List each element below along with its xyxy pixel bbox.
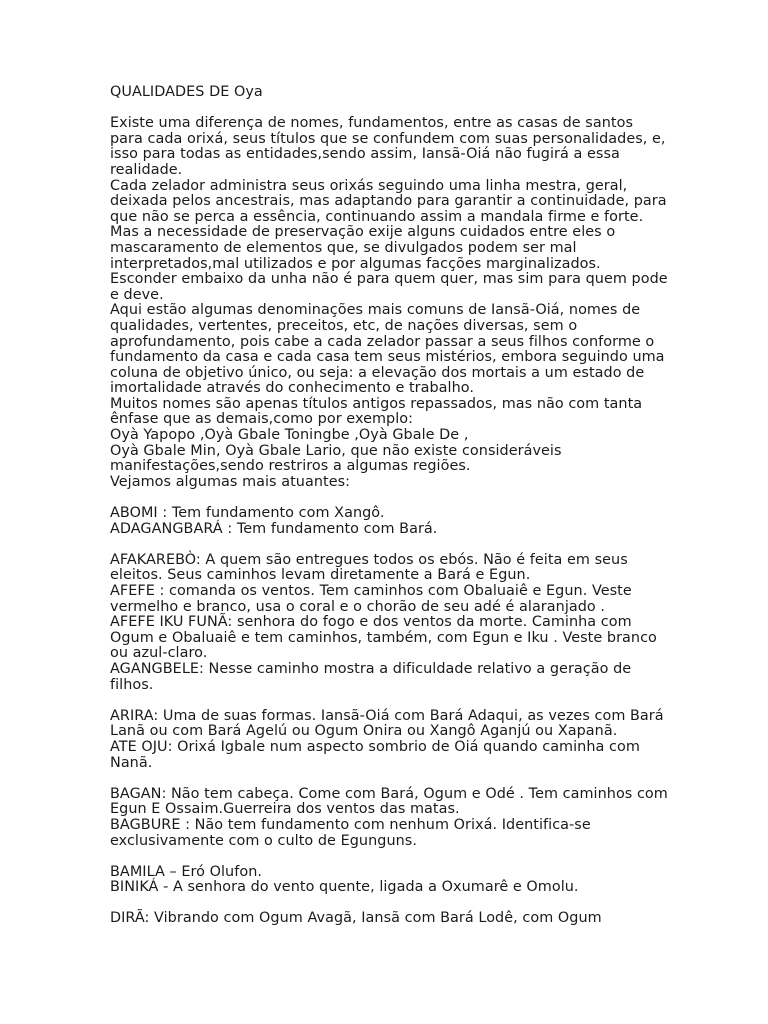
blank-line	[110, 537, 670, 553]
quality-entry: BAGBURE : Não tem fundamento com nenhum Orixá. Identifica-se exclusivamente com o culto de Egunguns.	[110, 816, 591, 849]
blank-line	[110, 771, 670, 787]
intro-paragraph: Vejamos algumas mais atuantes:	[110, 473, 351, 490]
quality-entry: AFEFE : comanda os ventos. Tem caminhos com Obaluaiê e Egun. Veste vermelho e branco, usa o coral e o chorão de seu adé é alaranjado .	[110, 583, 632, 615]
quality-entry: ARIRA: Uma de suas formas. Iansã-Oiá com Bará Adaqui, as vezes com Bará Lanã ou com Bará Agelú ou Ogum Onira ou Xangô Aganjú ou Xapanã.	[110, 707, 664, 740]
quality-entry: AGANGBELE: Nesse caminho mostra a dificuldade relativo a geração de filhos.	[110, 660, 632, 693]
quality-entry: ADAGANGBARÁ : Tem fundamento com Bará.	[110, 520, 438, 537]
document-body	[110, 85, 670, 927]
quality-entry: BAGAN: Não tem cabeça. Come com Bará, Ogum e Odé . Tem caminhos com Egun E Ossaim.Guerreira dos ventos das matas.	[110, 785, 668, 818]
quality-entry: BAMILA – Eró Olufon.	[110, 863, 262, 880]
intro-paragraph: Mas a necessidade de preservação exije alguns cuidados entre eles o mascaramento de elementos que, se divulgados podem ser mal interpretados,mal utilizados e por algumas facções marginalizados.	[110, 224, 616, 272]
quality-entry: DIRÃ: Vibrando com Ogum Avagã, Iansã com Bará Lodê, com Ogum	[110, 910, 602, 927]
intro-paragraph: Oyà Yapopo ,Oyà Gbale Toningbe ,Oyà Gbale De ,	[110, 427, 469, 444]
quality-entry: ABOMI : Tem fundamento com Xangô.	[110, 505, 385, 522]
intro-paragraph: Esconder embaixo da unha não é para quem quer, mas sim para quem pode e deve.	[110, 271, 668, 303]
quality-entry: BINIKÁ - A senhora do vento quente, ligada a Oxumarê e Omolu.	[110, 879, 579, 896]
intro-paragraph: Muitos nomes são apenas títulos antigos repassados, mas não com tanta ênfase que as demais,como por exemplo:	[110, 395, 643, 428]
quality-entry: AFAKAREBÒ: A quem são entregues todos os ebós. Não é feita em seus eleitos. Seus caminhos levam diretamente a Bará e Egun.	[110, 551, 628, 584]
blank-line	[110, 693, 670, 709]
intro-paragraph: Aqui estão algumas denominações mais comuns de Iansã-Oiá, nomes de qualidades, vertentes, preceitos, etc, de nações diversas, sem o aprofundamento, pois cabe a cada zelador passar a seus filhos conforme o fundamento da casa e cada casa tem seus mistérios, embora seguindo uma coluna de objetivo único, ou seja: a elevação dos mortais a um estado de imortalidade através do conhecimento e trabalho.	[110, 302, 665, 397]
blank-line	[110, 101, 670, 117]
blank-line	[110, 849, 670, 865]
document-title: QUALIDADES DE Oya	[110, 84, 263, 100]
intro-paragraph: Existe uma diferença de nomes, fundamentos, entre as casas de santos para cada orixá, seus títulos que se confundem com suas personalidades, e, isso para todas as entidades,sendo assim, Iansã-Oiá não fugirá a essa realidade.	[110, 115, 666, 178]
blank-line	[110, 490, 670, 506]
quality-entry: ATE OJU: Orixá Igbale num aspecto sombrio de Oiá quando caminha com Nanã.	[110, 738, 640, 771]
intro-paragraph: Cada zelador administra seus orixás seguindo uma linha mestra, geral, deixada pelos ancestrais, mas adaptando para garantir a continuidade, para que não se perca a essência, continuando assim a mandala firme e forte.	[110, 177, 667, 225]
intro-paragraph: Oyà Gbale Min, Oyà Gbale Lario, que não existe consideráveis manifestações,sendo restriros a algumas regiões.	[110, 442, 562, 475]
quality-entry: AFEFE IKU FUNÃ: senhora do fogo e dos ventos da morte. Caminha com Ogum e Obaluaiê e tem caminhos, também, com Egun e Iku . Veste branco ou azul-claro.	[110, 614, 657, 662]
